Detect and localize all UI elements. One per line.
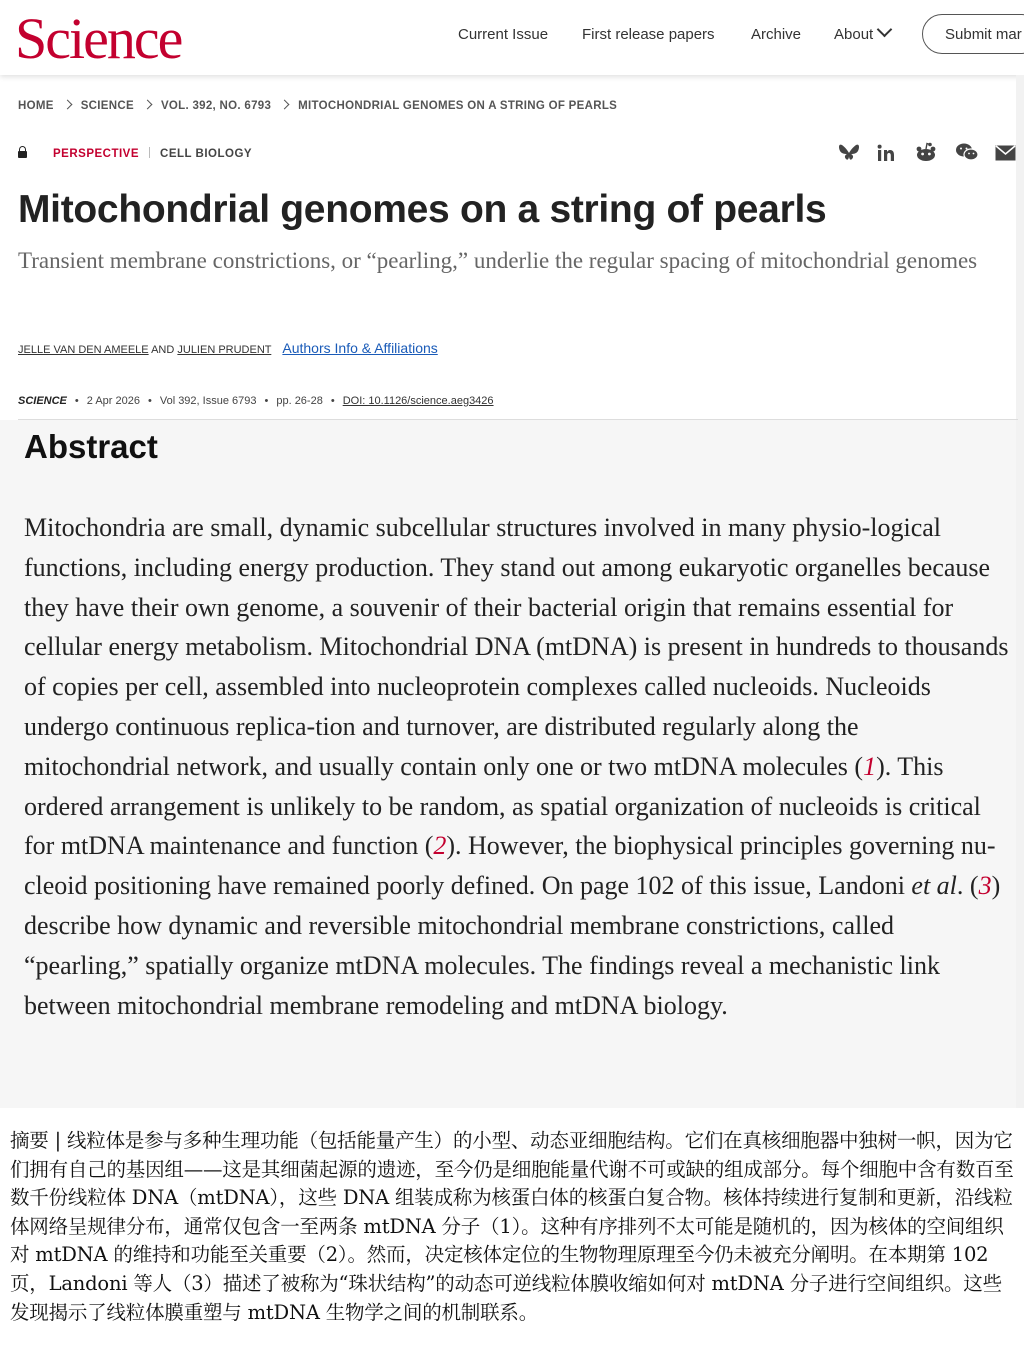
bluesky-icon[interactable]: [838, 143, 860, 163]
abstract-text: ) describe how dynamic and reversible mitochondrial membrane constrictions, called “pearling,” spatially organize mtDNA molecules. The findings reveal a mechanistic link between mitochondrial membrane remodeling and mtDNA biology.: [24, 871, 1001, 1020]
breadcrumb-science[interactable]: SCIENCE: [80, 100, 134, 112]
authors-and: AND: [151, 344, 175, 356]
breadcrumb: [18, 100, 617, 112]
nav-current-issue[interactable]: Current Issue: [458, 26, 549, 43]
abstract-text: Mitochondria are small, dynamic subcellular structures involved in many physio-logical functions, including energy production. They stand out among eukaryotic organelles because they have their own genome, a souvenir of their bacterial origin that remains essential for cellular energy metabolism. Mitochondrial DNA (mtDNA) is present in hundreds to thousands of copies per cell, assembled into nucleoprotein complexes called nucleoids. Nucleoids undergo continuous replica-tion and turnover, are distributed regularly along the mitochondrial network, and usually contain only one or two mtDNA molecules (: [24, 513, 1009, 781]
breadcrumb-current: MITOCHONDRIAL GENOMES ON A STRING OF PEARLS: [298, 100, 618, 112]
pub-date: 2 Apr 2026: [86, 395, 140, 407]
nav-about-label: About: [834, 26, 874, 43]
chevron-right-icon: [142, 100, 152, 110]
wechat-icon[interactable]: [955, 142, 979, 162]
abstract-body: [24, 508, 1009, 1025]
article-subtitle: Transient membrane constrictions, or “pearling,” underlie the regular spacing of mitochondrial genomes: [18, 248, 978, 273]
lock-icon: [18, 151, 27, 158]
authors-line: [18, 340, 438, 356]
citation-line: SCIENCE • 2 Apr 2026 • Vol 392, Issue 6793 • pp. 26-28 • DOI: 10.1126/science.aeg3426: [18, 395, 494, 407]
scrollbar[interactable]: [1016, 75, 1024, 1115]
article-meta: [18, 146, 252, 160]
site-header: [0, 0, 1024, 75]
nav-about[interactable]: [834, 26, 890, 43]
page-title: Mitochondrial genomes on a string of pearls: [18, 188, 827, 231]
linkedin-icon[interactable]: [877, 144, 895, 162]
breadcrumb-volume[interactable]: VOL. 392, NO. 6793: [160, 100, 272, 112]
reference-link[interactable]: 2: [433, 831, 447, 861]
chinese-translation: 摘要 | 线粒体是参与多种生理功能（包括能量产生）的小型、动态亚细胞结构。它们在真核细胞器中独树一帜，因为它们拥有自己的基因组——这是其细菌起源的遗迹，至今仍是细胞能量代谢不可或缺的组成部分。每个细胞中含有数百至数千份线粒体 DNA（mtDNA），这些 DNA 组装成称为核蛋白体的核蛋白复合物。核体持续进行复制和更新，沿线粒体网络呈规律分布，通常仅包含一至两条 mtDNA 分子（1）。这种有序排列不太可能是随机的，因为核体的空间组织对 mtDNA 的维持和功能至关重要（2）。然而，决定核体定位的生物物理原理至今仍未被充分阐明。在本期第 102 页，Landoni 等人（3）描述了被称为“珠状结构”的动态可逆线粒体膜收缩如何对 mtDNA 分子进行空间组织。这些发现揭示了线粒体膜重塑与 mtDNA 生物学之间的机制联系。: [10, 1129, 1014, 1324]
volume-issue[interactable]: Vol 392, Issue 6793: [159, 395, 257, 407]
abstract-text: ). However, the biophysical principles governing nu-cleoid positioning have remained poorly defined. On page 102 of this issue, Landoni: [24, 831, 996, 901]
chevron-right-icon: [62, 100, 72, 110]
nav-archive[interactable]: Archive: [751, 26, 802, 43]
reference-link[interactable]: 1: [863, 751, 877, 781]
chevron-right-icon: [280, 100, 290, 110]
doi-link[interactable]: DOI: 10.1126/science.aeg3426: [342, 395, 494, 407]
article-section[interactable]: CELL BIOLOGY: [160, 148, 253, 160]
divider: [149, 147, 150, 158]
abstract-heading: Abstract: [24, 428, 158, 465]
breadcrumb-home[interactable]: HOME: [18, 100, 54, 112]
author-link[interactable]: JELLE VAN DEN AMEELE: [18, 344, 149, 356]
journal-name[interactable]: SCIENCE: [18, 395, 67, 407]
abstract-text: et al: [911, 871, 957, 901]
author-link[interactable]: JULIEN PRUDENT: [177, 344, 272, 356]
reddit-icon[interactable]: [915, 142, 937, 162]
article-type[interactable]: PERSPECTIVE: [53, 148, 140, 160]
chevron-down-icon: [877, 22, 893, 38]
abstract-text: ). This ordered arrangement is unlikely to be random, as spatial organization of nucleoids is critical for mtDNA maintenance and function (: [24, 751, 981, 861]
submit-manuscript-button[interactable]: Submit mar: [922, 14, 1024, 54]
email-icon[interactable]: [995, 145, 1016, 161]
abstract-text: . (: [956, 871, 979, 901]
page-range: pp. 26-28: [276, 395, 323, 407]
nav-first-release[interactable]: First release papers: [582, 26, 715, 43]
authors-affiliations-link[interactable]: Authors Info & Affiliations: [282, 340, 438, 356]
science-logo[interactable]: Science: [15, 6, 182, 71]
reference-link[interactable]: 3: [978, 871, 992, 901]
